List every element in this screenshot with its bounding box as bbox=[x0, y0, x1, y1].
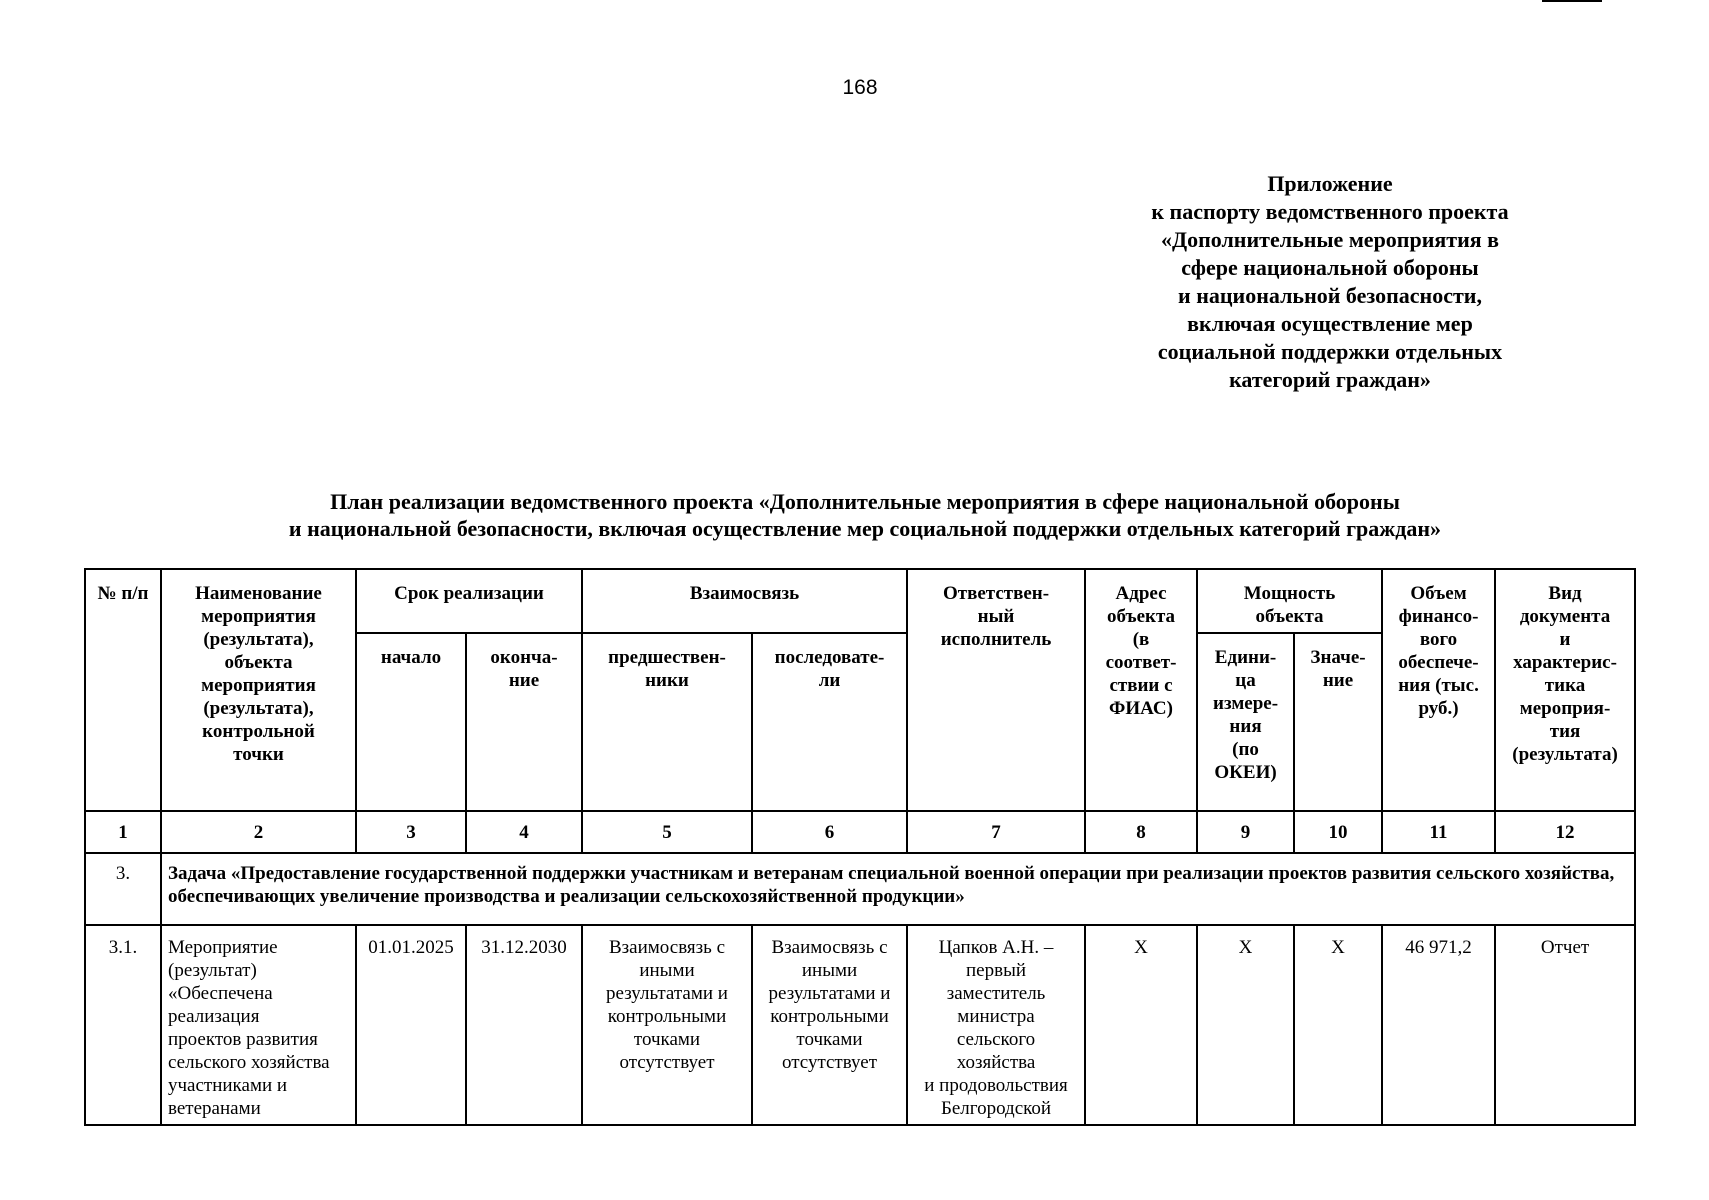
row-next: Взаимосвязь с иными результатами и контрольными точками отсутствует bbox=[752, 925, 907, 1125]
header-num: № п/п bbox=[85, 569, 161, 811]
column-number: 2 bbox=[161, 811, 356, 853]
title-line: и национальной безопасности, включая осуществление мер социальной поддержки отдельных категорий граждан» bbox=[288, 516, 1442, 541]
row-start: 01.01.2025 bbox=[356, 925, 466, 1125]
appendix-line: Приложение bbox=[1267, 171, 1393, 196]
column-number: 9 bbox=[1197, 811, 1294, 853]
header-link-next: последовате- ли bbox=[752, 633, 907, 811]
column-number: 4 bbox=[466, 811, 582, 853]
appendix-line: категорий граждан» bbox=[1229, 367, 1431, 392]
header-term: Срок реализации bbox=[356, 569, 582, 633]
row-address: Х bbox=[1085, 925, 1197, 1125]
header-link: Взаимосвязь bbox=[582, 569, 907, 633]
document-title bbox=[90, 488, 1640, 542]
header-link-prev: предшествен- ники bbox=[582, 633, 752, 811]
task-row bbox=[85, 853, 1635, 925]
column-number-row bbox=[85, 811, 1635, 853]
column-number: 5 bbox=[582, 811, 752, 853]
page-number: 168 bbox=[842, 76, 878, 99]
column-number: 10 bbox=[1294, 811, 1382, 853]
row-responsible: Цапков А.Н. – первый заместитель министра сельского хозяйства и продовольствия Белгородской bbox=[907, 925, 1085, 1125]
appendix-line: «Дополнительные мероприятия в bbox=[1160, 227, 1500, 252]
appendix-block bbox=[1090, 170, 1570, 394]
row-num: 3.1. bbox=[85, 925, 161, 1125]
header-row bbox=[85, 569, 1635, 633]
row-end: 31.12.2030 bbox=[466, 925, 582, 1125]
table-row bbox=[85, 925, 1635, 1125]
column-number: 7 bbox=[907, 811, 1085, 853]
row-name: Мероприятие (результат) «Обеспечена реализация проектов развития сельского хозяйства участниками и ветеранами bbox=[161, 925, 356, 1125]
row-doc-type: Отчет bbox=[1495, 925, 1635, 1125]
task-num: 3. bbox=[85, 853, 161, 925]
column-number: 6 bbox=[752, 811, 907, 853]
header-responsible: Ответствен- ный исполнитель bbox=[907, 569, 1085, 811]
appendix-line: сфере национальной обороны bbox=[1181, 255, 1479, 280]
header-address: Адрес объекта (в соответ- ствии с ФИАС) bbox=[1085, 569, 1197, 811]
plan-table bbox=[84, 568, 1636, 1126]
column-number: 11 bbox=[1382, 811, 1495, 853]
header-capacity: Мощность объекта bbox=[1197, 569, 1382, 633]
title-line: План реализации ведомственного проекта «Дополнительные мероприятия в сфере национальной обороны bbox=[330, 489, 1400, 514]
row-prev: Взаимосвязь с иными результатами и контрольными точками отсутствует bbox=[582, 925, 752, 1125]
header-unit: Едини- ца измере- ния (по ОКЕИ) bbox=[1197, 633, 1294, 811]
column-number: 1 bbox=[85, 811, 161, 853]
column-number: 12 bbox=[1495, 811, 1635, 853]
row-unit: Х bbox=[1197, 925, 1294, 1125]
appendix-line: включая осуществление мер bbox=[1187, 311, 1473, 336]
header-doc-type: Вид документа и характерис- тика мероприя- тия (результата) bbox=[1495, 569, 1635, 811]
header-name: Наименование мероприятия (результата), объекта мероприятия (результата), контрольной точки bbox=[161, 569, 356, 811]
row-volume: 46 971,2 bbox=[1382, 925, 1495, 1125]
scan-mark-top-right bbox=[1542, 0, 1602, 2]
header-volume: Объем финансо- вого обеспече- ния (тыс. руб.) bbox=[1382, 569, 1495, 811]
appendix-line: к паспорту ведомственного проекта bbox=[1151, 199, 1509, 224]
row-value: Х bbox=[1294, 925, 1382, 1125]
appendix-line: социальной поддержки отдельных bbox=[1157, 339, 1503, 364]
header-value: Значе- ние bbox=[1294, 633, 1382, 811]
column-number: 8 bbox=[1085, 811, 1197, 853]
appendix-line: и национальной безопасности, bbox=[1178, 283, 1482, 308]
header-term-start: начало bbox=[356, 633, 466, 811]
task-text: Задача «Предоставление государственной поддержки участникам и ветеранам специальной военной операции при реализации проектов развития сельского хозяйства, обеспечивающих увеличение производства и реализации сельскохозяйственной продукции» bbox=[161, 853, 1635, 925]
header-term-end: оконча- ние bbox=[466, 633, 582, 811]
column-number: 3 bbox=[356, 811, 466, 853]
